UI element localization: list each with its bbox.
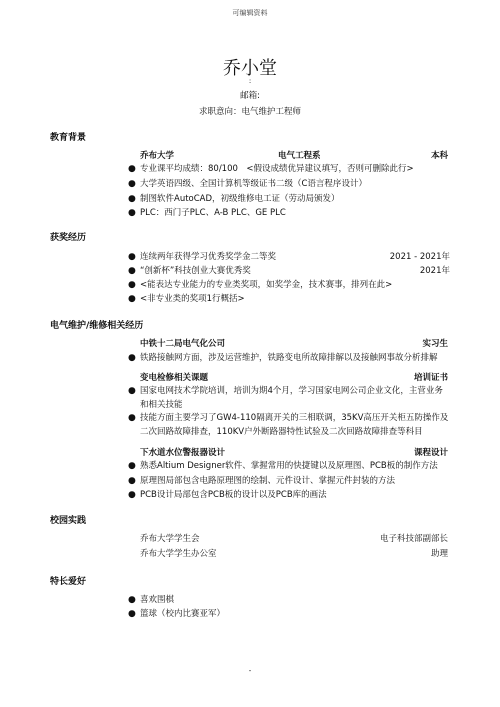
bullet-icon: ● — [128, 386, 136, 396]
org-name: 中铁十二局电气化公司 — [140, 339, 226, 349]
award-item: ● <能表达专业能力的专业类奖项，如奖学金，技术赛事，排列在此> — [128, 280, 393, 290]
footer-mark: - — [248, 667, 252, 675]
award-item: ● 连续两年获得学习优秀奖学金二等奖 2021 - 2021年 — [128, 252, 450, 262]
list-item: ● 专业课平均成绩：80/100 <假设成绩优异建议填写，否则可删除此行> — [128, 164, 414, 174]
list-item: ● 大学英语四级、全国计算机等级证书二级（C语言程序设计） — [128, 179, 367, 189]
section-title-campus: 校园实践 — [50, 516, 87, 526]
org-name: 下水道水位警报器设计 — [140, 448, 226, 458]
bullet-icon: ● — [128, 294, 136, 304]
campus-org: 乔布大学学生会 — [140, 534, 200, 544]
list-item: ● 熟悉Altium Designer软件、掌握常用的快捷键以及原理图、PCB板的制作方法 — [128, 461, 438, 471]
major-name: 电气工程系 — [278, 151, 321, 161]
bullet-icon: ● — [128, 609, 136, 619]
degree: 本科 — [430, 151, 448, 161]
section-title-experience: 电气维护/维修相关经历 — [50, 321, 144, 331]
bullet-icon: ● — [128, 353, 136, 363]
award-date: 2021年 — [419, 266, 450, 276]
list-item: ● PLC：西门子PLC、A-B PLC、GE PLC — [128, 208, 286, 218]
bullet-icon: ● — [128, 476, 136, 486]
header-colon: : — [248, 77, 252, 85]
list-item: ● 制图软件AutoCAD，初级维修电工证（劳动局颁发） — [128, 194, 340, 204]
education-entry — [140, 149, 448, 161]
campus-row — [140, 532, 448, 544]
candidate-name: 乔小堂 — [223, 58, 277, 79]
bullet-icon: ● — [128, 179, 136, 189]
list-item: ● 技能方面主要学习了GW4-110隔离开关的三相联调，35KV高压开关柜五防操作及二次回路故障排查，110KV户外断路器特性试验及二次回路故障排查等科目 — [128, 413, 449, 437]
org-name: 变电检修相关课题 — [140, 373, 209, 383]
hobby-item: ● 喜欢围棋 — [128, 595, 175, 605]
bullet-icon: ● — [128, 266, 136, 276]
bullet-icon: ● — [128, 164, 136, 174]
bullet-icon: ● — [128, 490, 136, 500]
school-name: 乔布大学 — [140, 151, 175, 161]
list-item: ● 国家电网技术学院培训，培训为期4个月，学习国家电网公司企业文化，主营业务和相关技能 — [128, 386, 443, 410]
list-item: ● PCB设计局部包含PCB板的设计以及PCB库的画法 — [128, 490, 327, 500]
role: 培训证书 — [413, 373, 448, 383]
campus-row — [140, 547, 448, 559]
bullet-icon: ● — [128, 413, 136, 423]
section-title-awards: 获奖经历 — [50, 233, 87, 243]
section-title-hobbies: 特长爱好 — [50, 577, 87, 587]
document-top-note: 可编辑资料 — [232, 9, 268, 17]
hobby-item: ● 篮球（校内比赛亚军） — [128, 609, 226, 619]
experience-entry — [140, 446, 448, 458]
bullet-icon: ● — [128, 252, 136, 262]
bullet-icon: ● — [128, 194, 136, 204]
campus-org: 乔布大学学生办公室 — [140, 549, 217, 559]
campus-role: 助理 — [430, 549, 448, 559]
email-line: 邮箱: — [240, 91, 260, 101]
list-item: ● 铁路接触网方面，涉及运营维护，铁路变电所故障排解以及接触网事故分析排解 — [128, 353, 438, 363]
award-item: ● “创新杯”科技创业大赛优秀奖 2021年 — [128, 266, 450, 276]
bullet-icon: ● — [128, 280, 136, 290]
list-item: ● 原理图局部包含电路原理图的绘制、元件设计、掌握元件封装的方法 — [128, 476, 396, 486]
experience-entry — [140, 337, 448, 349]
experience-entry — [140, 371, 448, 383]
bullet-icon: ● — [128, 208, 136, 218]
role: 课程设计 — [413, 448, 448, 458]
section-title-education: 教育背景 — [50, 133, 87, 143]
award-item: ● <非专业类的奖项1行概括> — [128, 294, 245, 304]
bullet-icon: ● — [128, 595, 136, 605]
role: 实习生 — [422, 339, 448, 349]
job-objective: 求职意向：电气维护工程师 — [198, 107, 301, 117]
award-date: 2021 - 2021年 — [389, 252, 450, 262]
campus-role: 电子科技部副部长 — [379, 534, 448, 544]
bullet-icon: ● — [128, 461, 136, 471]
